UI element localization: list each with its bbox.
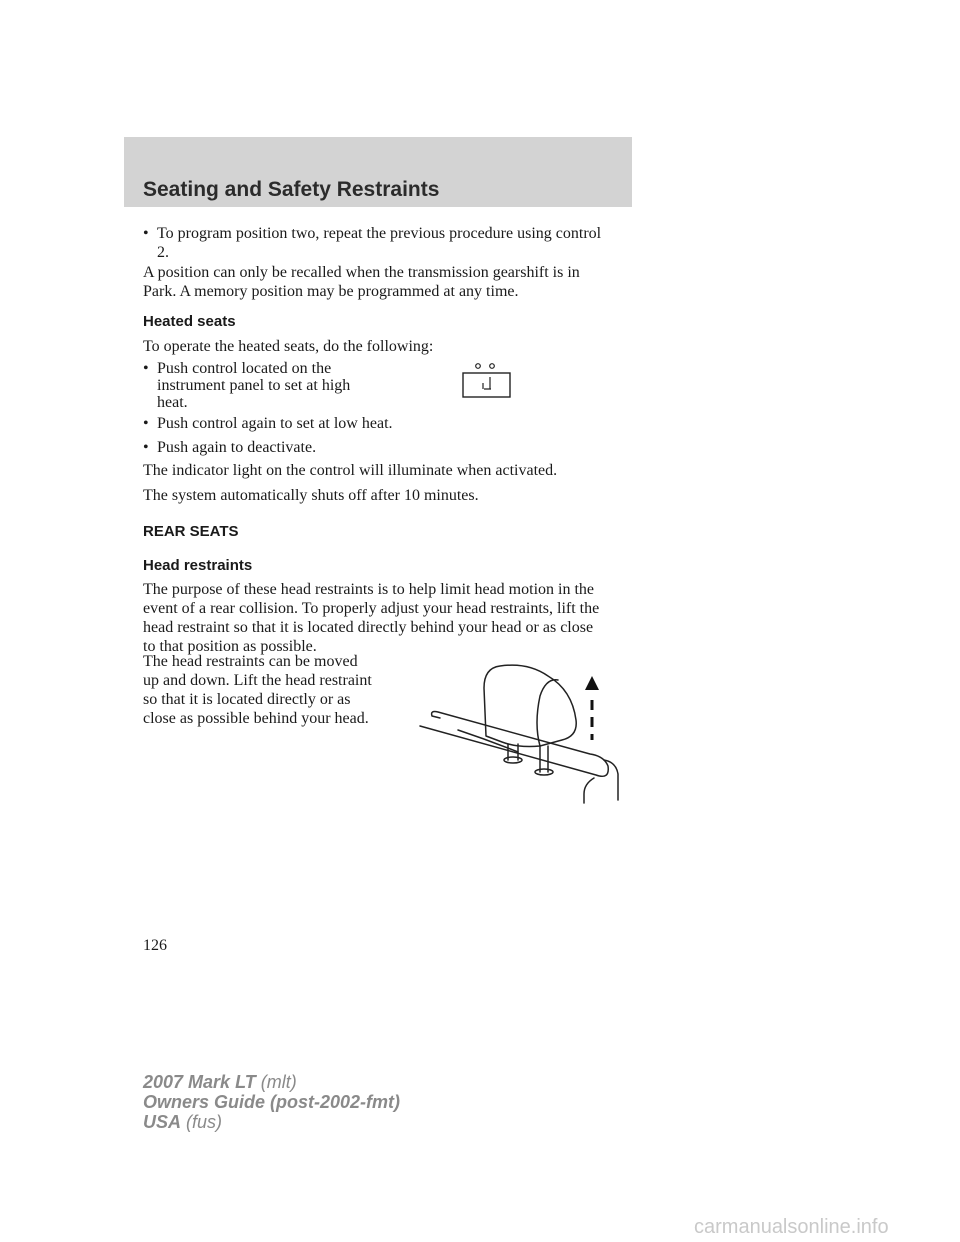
- paragraph-line: Park. A memory position may be programmed at any time.: [143, 283, 519, 300]
- bullet-text: heat.: [157, 394, 188, 411]
- section-title: Seating and Safety Restraints: [143, 178, 440, 201]
- heading-rear-seats: REAR SEATS: [143, 523, 239, 540]
- bullet-text: 2.: [157, 244, 169, 261]
- document-footer: [143, 1072, 400, 1132]
- paragraph-line: close as possible behind your head.: [143, 710, 369, 727]
- paragraph-line: The head restraints can be moved: [143, 653, 358, 670]
- paragraph-purpose: [143, 580, 599, 656]
- paragraph-line: so that it is located directly or as: [143, 691, 351, 708]
- footer-market-code: (fus): [186, 1112, 223, 1132]
- bullet-dot: •: [143, 439, 149, 456]
- footer-model: 2007 Mark LT: [143, 1072, 256, 1092]
- bullet-dot: •: [143, 225, 149, 242]
- heading-head-restraints: Head restraints: [143, 557, 253, 574]
- head-restraint-illustration: [418, 660, 630, 810]
- paragraph-heated-intro: To operate the heated seats, do the following:: [143, 338, 434, 355]
- bullet-text: To program position two, repeat the previous procedure using control: [157, 225, 602, 242]
- bullet-text: Push control again to set at low heat.: [157, 415, 393, 432]
- paragraph-line: to that position as possible.: [143, 638, 317, 655]
- bullet-dot: •: [143, 360, 149, 377]
- paragraph-move: [143, 652, 372, 728]
- paragraph-line: event of a rear collision. To properly adjust your head restraints, lift the: [143, 600, 600, 617]
- bullet-dot: •: [143, 415, 149, 432]
- paragraph-line: head restraint so that it is located directly behind your head or as close: [143, 619, 594, 636]
- footer-line: [143, 1092, 400, 1112]
- footer-guide: Owners Guide (post-2002-fmt): [143, 1092, 401, 1112]
- footer-model-code: (mlt): [260, 1072, 297, 1092]
- paragraph-shutoff: The system automatically shuts off after 10 minutes.: [143, 487, 479, 504]
- bullet-text: Push control located on the: [157, 360, 332, 377]
- paragraph-recall: [143, 263, 580, 301]
- footer-line: [143, 1072, 400, 1092]
- paragraph-line: The purpose of these head restraints is to help limit head motion in the: [143, 581, 595, 598]
- bullet-text: instrument panel to set at high: [157, 377, 351, 394]
- paragraph-line: A position can only be recalled when the transmission gearshift is in: [143, 264, 580, 281]
- watermark: carmanualsonline.info: [694, 1216, 889, 1238]
- heated-seat-control-icon: [462, 362, 512, 405]
- footer-line: [143, 1112, 400, 1132]
- page-number: 126: [143, 937, 167, 954]
- heading-heated-seats: Heated seats: [143, 313, 236, 330]
- paragraph-indicator: The indicator light on the control will illuminate when activated.: [143, 462, 558, 479]
- bullet-text: Push again to deactivate.: [157, 439, 317, 456]
- footer-market: USA: [143, 1112, 182, 1132]
- paragraph-line: up and down. Lift the head restraint: [143, 672, 372, 689]
